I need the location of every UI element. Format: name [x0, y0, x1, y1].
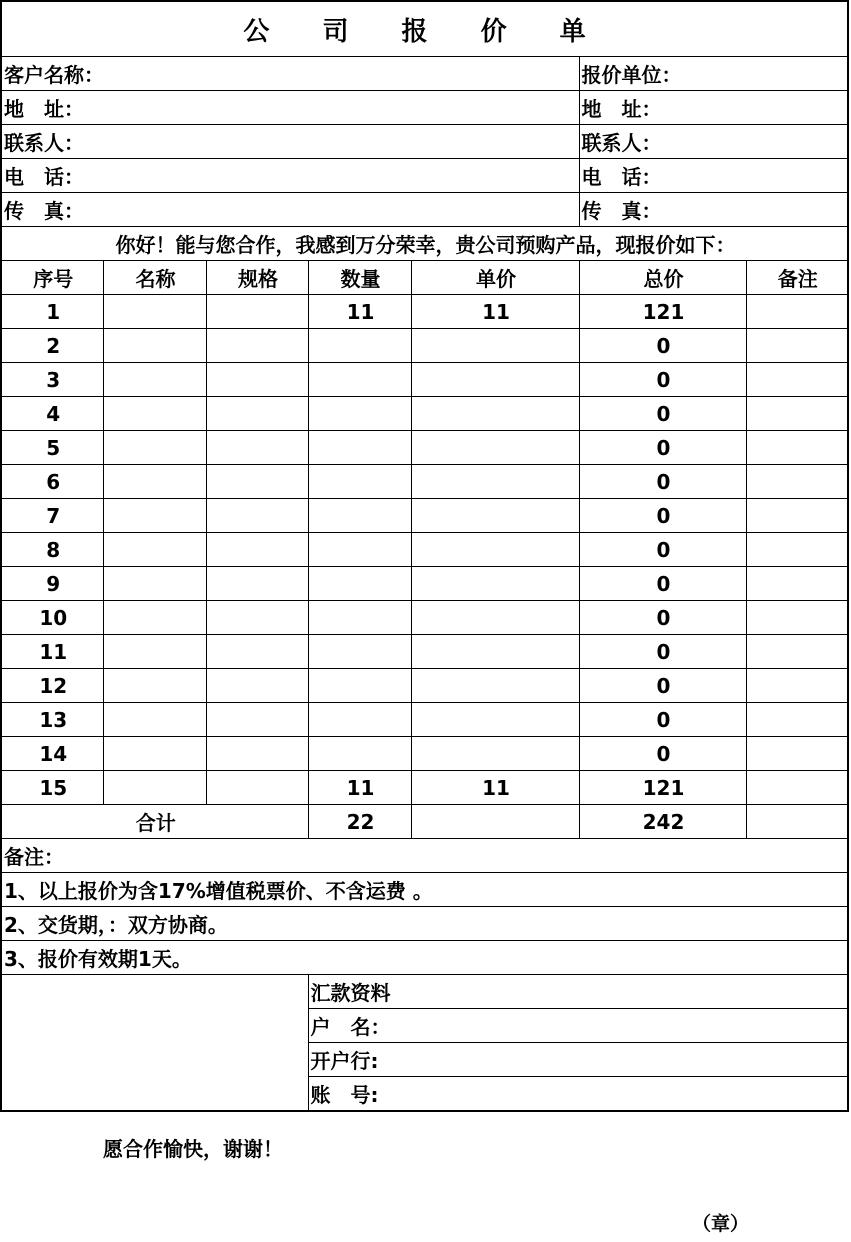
quoter-contact-field[interactable]: 联系人： [579, 125, 848, 159]
item-total[interactable]: 0 [579, 499, 746, 533]
item-spec[interactable] [206, 431, 308, 465]
quoter-unit-field[interactable]: 报价单位： [579, 57, 848, 91]
item-spec[interactable] [206, 533, 308, 567]
item-qty[interactable] [308, 499, 411, 533]
item-spec[interactable] [206, 295, 308, 329]
item-name[interactable] [103, 397, 206, 431]
item-qty[interactable] [308, 567, 411, 601]
item-spec[interactable] [206, 363, 308, 397]
item-spec[interactable] [206, 499, 308, 533]
column-header: 单价 [411, 261, 579, 295]
table-row [1, 397, 848, 431]
customer-name-field[interactable]: 客户名称： [1, 57, 579, 91]
closing-text: 愿合作愉快，谢谢！ [103, 1137, 283, 1161]
item-spec[interactable] [206, 737, 308, 771]
customer-address-field[interactable]: 地 址： [1, 91, 579, 125]
column-header: 数量 [308, 261, 411, 295]
row-number: 2 [1, 329, 103, 363]
table-row [1, 601, 848, 635]
item-price[interactable]: 11 [411, 295, 579, 329]
bank-field[interactable]: 开户行: [308, 1043, 848, 1077]
row-number: 13 [1, 703, 103, 737]
item-name[interactable] [103, 295, 206, 329]
blank-area[interactable] [1, 975, 308, 1112]
item-spec[interactable] [206, 465, 308, 499]
row-number: 12 [1, 669, 103, 703]
item-qty[interactable] [308, 669, 411, 703]
item-qty[interactable] [308, 329, 411, 363]
table-row [1, 669, 848, 703]
item-spec[interactable] [206, 771, 308, 805]
item-note[interactable] [746, 703, 848, 737]
item-note[interactable] [746, 499, 848, 533]
item-spec[interactable] [206, 635, 308, 669]
table-row [1, 635, 848, 669]
item-total[interactable]: 121 [579, 295, 746, 329]
item-note[interactable] [746, 363, 848, 397]
item-qty[interactable] [308, 737, 411, 771]
item-price[interactable]: 11 [411, 771, 579, 805]
item-price[interactable] [411, 601, 579, 635]
item-total[interactable]: 0 [579, 601, 746, 635]
item-name[interactable] [103, 771, 206, 805]
account-number-field[interactable]: 账 号: [308, 1077, 848, 1112]
seal-placeholder: （章） [692, 1213, 750, 1235]
item-note[interactable] [746, 737, 848, 771]
remittance-heading: 汇款资料 [308, 975, 848, 1009]
item-total[interactable]: 0 [579, 533, 746, 567]
row-number: 14 [1, 737, 103, 771]
quoter-address-field[interactable]: 地 址： [579, 91, 848, 125]
item-name[interactable] [103, 703, 206, 737]
item-qty[interactable] [308, 533, 411, 567]
item-total[interactable]: 0 [579, 431, 746, 465]
item-total[interactable]: 0 [579, 465, 746, 499]
notes-heading: 备注： [1, 839, 848, 873]
item-price[interactable] [411, 635, 579, 669]
row-number: 1 [1, 295, 103, 329]
item-note[interactable] [746, 533, 848, 567]
item-price[interactable] [411, 533, 579, 567]
item-total[interactable]: 0 [579, 329, 746, 363]
item-qty[interactable] [308, 635, 411, 669]
customer-contact-field[interactable]: 联系人： [1, 125, 579, 159]
column-header: 序号 [1, 261, 103, 295]
item-note[interactable] [746, 465, 848, 499]
item-name[interactable] [103, 737, 206, 771]
item-name[interactable] [103, 363, 206, 397]
item-name[interactable] [103, 601, 206, 635]
item-note[interactable] [746, 635, 848, 669]
item-note[interactable] [746, 601, 848, 635]
item-qty[interactable] [308, 703, 411, 737]
table-row [1, 465, 848, 499]
item-note[interactable] [746, 567, 848, 601]
item-note[interactable] [746, 397, 848, 431]
table-row [1, 431, 848, 465]
item-note[interactable] [746, 329, 848, 363]
item-name[interactable] [103, 669, 206, 703]
item-price[interactable] [411, 465, 579, 499]
summary-label: 合计 [1, 805, 308, 839]
row-number: 10 [1, 601, 103, 635]
account-name-field[interactable]: 户 名： [308, 1009, 848, 1043]
table-row [1, 567, 848, 601]
item-qty[interactable] [308, 397, 411, 431]
item-spec[interactable] [206, 397, 308, 431]
item-name[interactable] [103, 465, 206, 499]
note-line-3[interactable]: 3、报价有效期1天。 [1, 941, 848, 975]
item-price[interactable] [411, 397, 579, 431]
item-note[interactable] [746, 669, 848, 703]
item-qty[interactable]: 11 [308, 295, 411, 329]
row-number: 7 [1, 499, 103, 533]
item-price[interactable] [411, 567, 579, 601]
item-price[interactable] [411, 737, 579, 771]
item-total[interactable]: 0 [579, 397, 746, 431]
table-row [1, 499, 848, 533]
item-qty[interactable] [308, 363, 411, 397]
table-row [1, 737, 848, 771]
row-number: 4 [1, 397, 103, 431]
item-spec[interactable] [206, 601, 308, 635]
item-qty[interactable]: 11 [308, 771, 411, 805]
item-total[interactable]: 0 [579, 635, 746, 669]
greeting-text: 你好！能与您合作，我感到万分荣幸，贵公司预购产品，现报价如下： [1, 227, 848, 261]
column-header: 名称 [103, 261, 206, 295]
item-total[interactable]: 0 [579, 737, 746, 771]
table-row [1, 533, 848, 567]
item-note[interactable] [746, 431, 848, 465]
item-name[interactable] [103, 567, 206, 601]
table-row [1, 295, 848, 329]
column-header: 规格 [206, 261, 308, 295]
row-number: 15 [1, 771, 103, 805]
item-note[interactable] [746, 295, 848, 329]
quoter-phone-field[interactable]: 电 话： [579, 159, 848, 193]
row-number: 6 [1, 465, 103, 499]
note-line-1[interactable]: 1、以上报价为含17%增值税票价、不含运费 。 [1, 873, 848, 907]
summary-total[interactable]: 242 [579, 805, 746, 839]
customer-phone-field[interactable]: 电 话： [1, 159, 579, 193]
column-header: 备注 [746, 261, 848, 295]
note-line-2[interactable]: 2、交货期，：双方协商。 [1, 907, 848, 941]
item-name[interactable] [103, 533, 206, 567]
item-price[interactable] [411, 703, 579, 737]
item-price[interactable] [411, 669, 579, 703]
summary-row [1, 805, 848, 839]
item-note[interactable] [746, 771, 848, 805]
row-number: 8 [1, 533, 103, 567]
customer-fax-field[interactable]: 传 真： [1, 193, 579, 227]
table-header-row [1, 261, 848, 295]
item-spec[interactable] [206, 567, 308, 601]
item-total[interactable]: 0 [579, 363, 746, 397]
item-name[interactable] [103, 635, 206, 669]
row-number: 3 [1, 363, 103, 397]
row-number: 5 [1, 431, 103, 465]
table-row [1, 363, 848, 397]
table-row [1, 703, 848, 737]
summary-qty[interactable]: 22 [308, 805, 411, 839]
item-price[interactable] [411, 329, 579, 363]
item-spec[interactable] [206, 703, 308, 737]
item-name[interactable] [103, 499, 206, 533]
table-row [1, 329, 848, 363]
item-name[interactable] [103, 431, 206, 465]
item-total[interactable]: 0 [579, 669, 746, 703]
summary-price[interactable] [411, 805, 579, 839]
row-number: 11 [1, 635, 103, 669]
column-header: 总价 [579, 261, 746, 295]
table-row [1, 771, 848, 805]
row-number: 9 [1, 567, 103, 601]
item-spec[interactable] [206, 669, 308, 703]
item-price[interactable] [411, 431, 579, 465]
item-price[interactable] [411, 499, 579, 533]
item-total[interactable]: 0 [579, 567, 746, 601]
item-name[interactable] [103, 329, 206, 363]
page-title: 公 司 报 价 单 [1, 1, 848, 57]
item-spec[interactable] [206, 329, 308, 363]
item-qty[interactable] [308, 431, 411, 465]
item-qty[interactable] [308, 601, 411, 635]
item-qty[interactable] [308, 465, 411, 499]
summary-note[interactable] [746, 805, 848, 839]
quoter-fax-field[interactable]: 传 真： [579, 193, 848, 227]
item-total[interactable]: 0 [579, 703, 746, 737]
item-total[interactable]: 121 [579, 771, 746, 805]
item-price[interactable] [411, 363, 579, 397]
